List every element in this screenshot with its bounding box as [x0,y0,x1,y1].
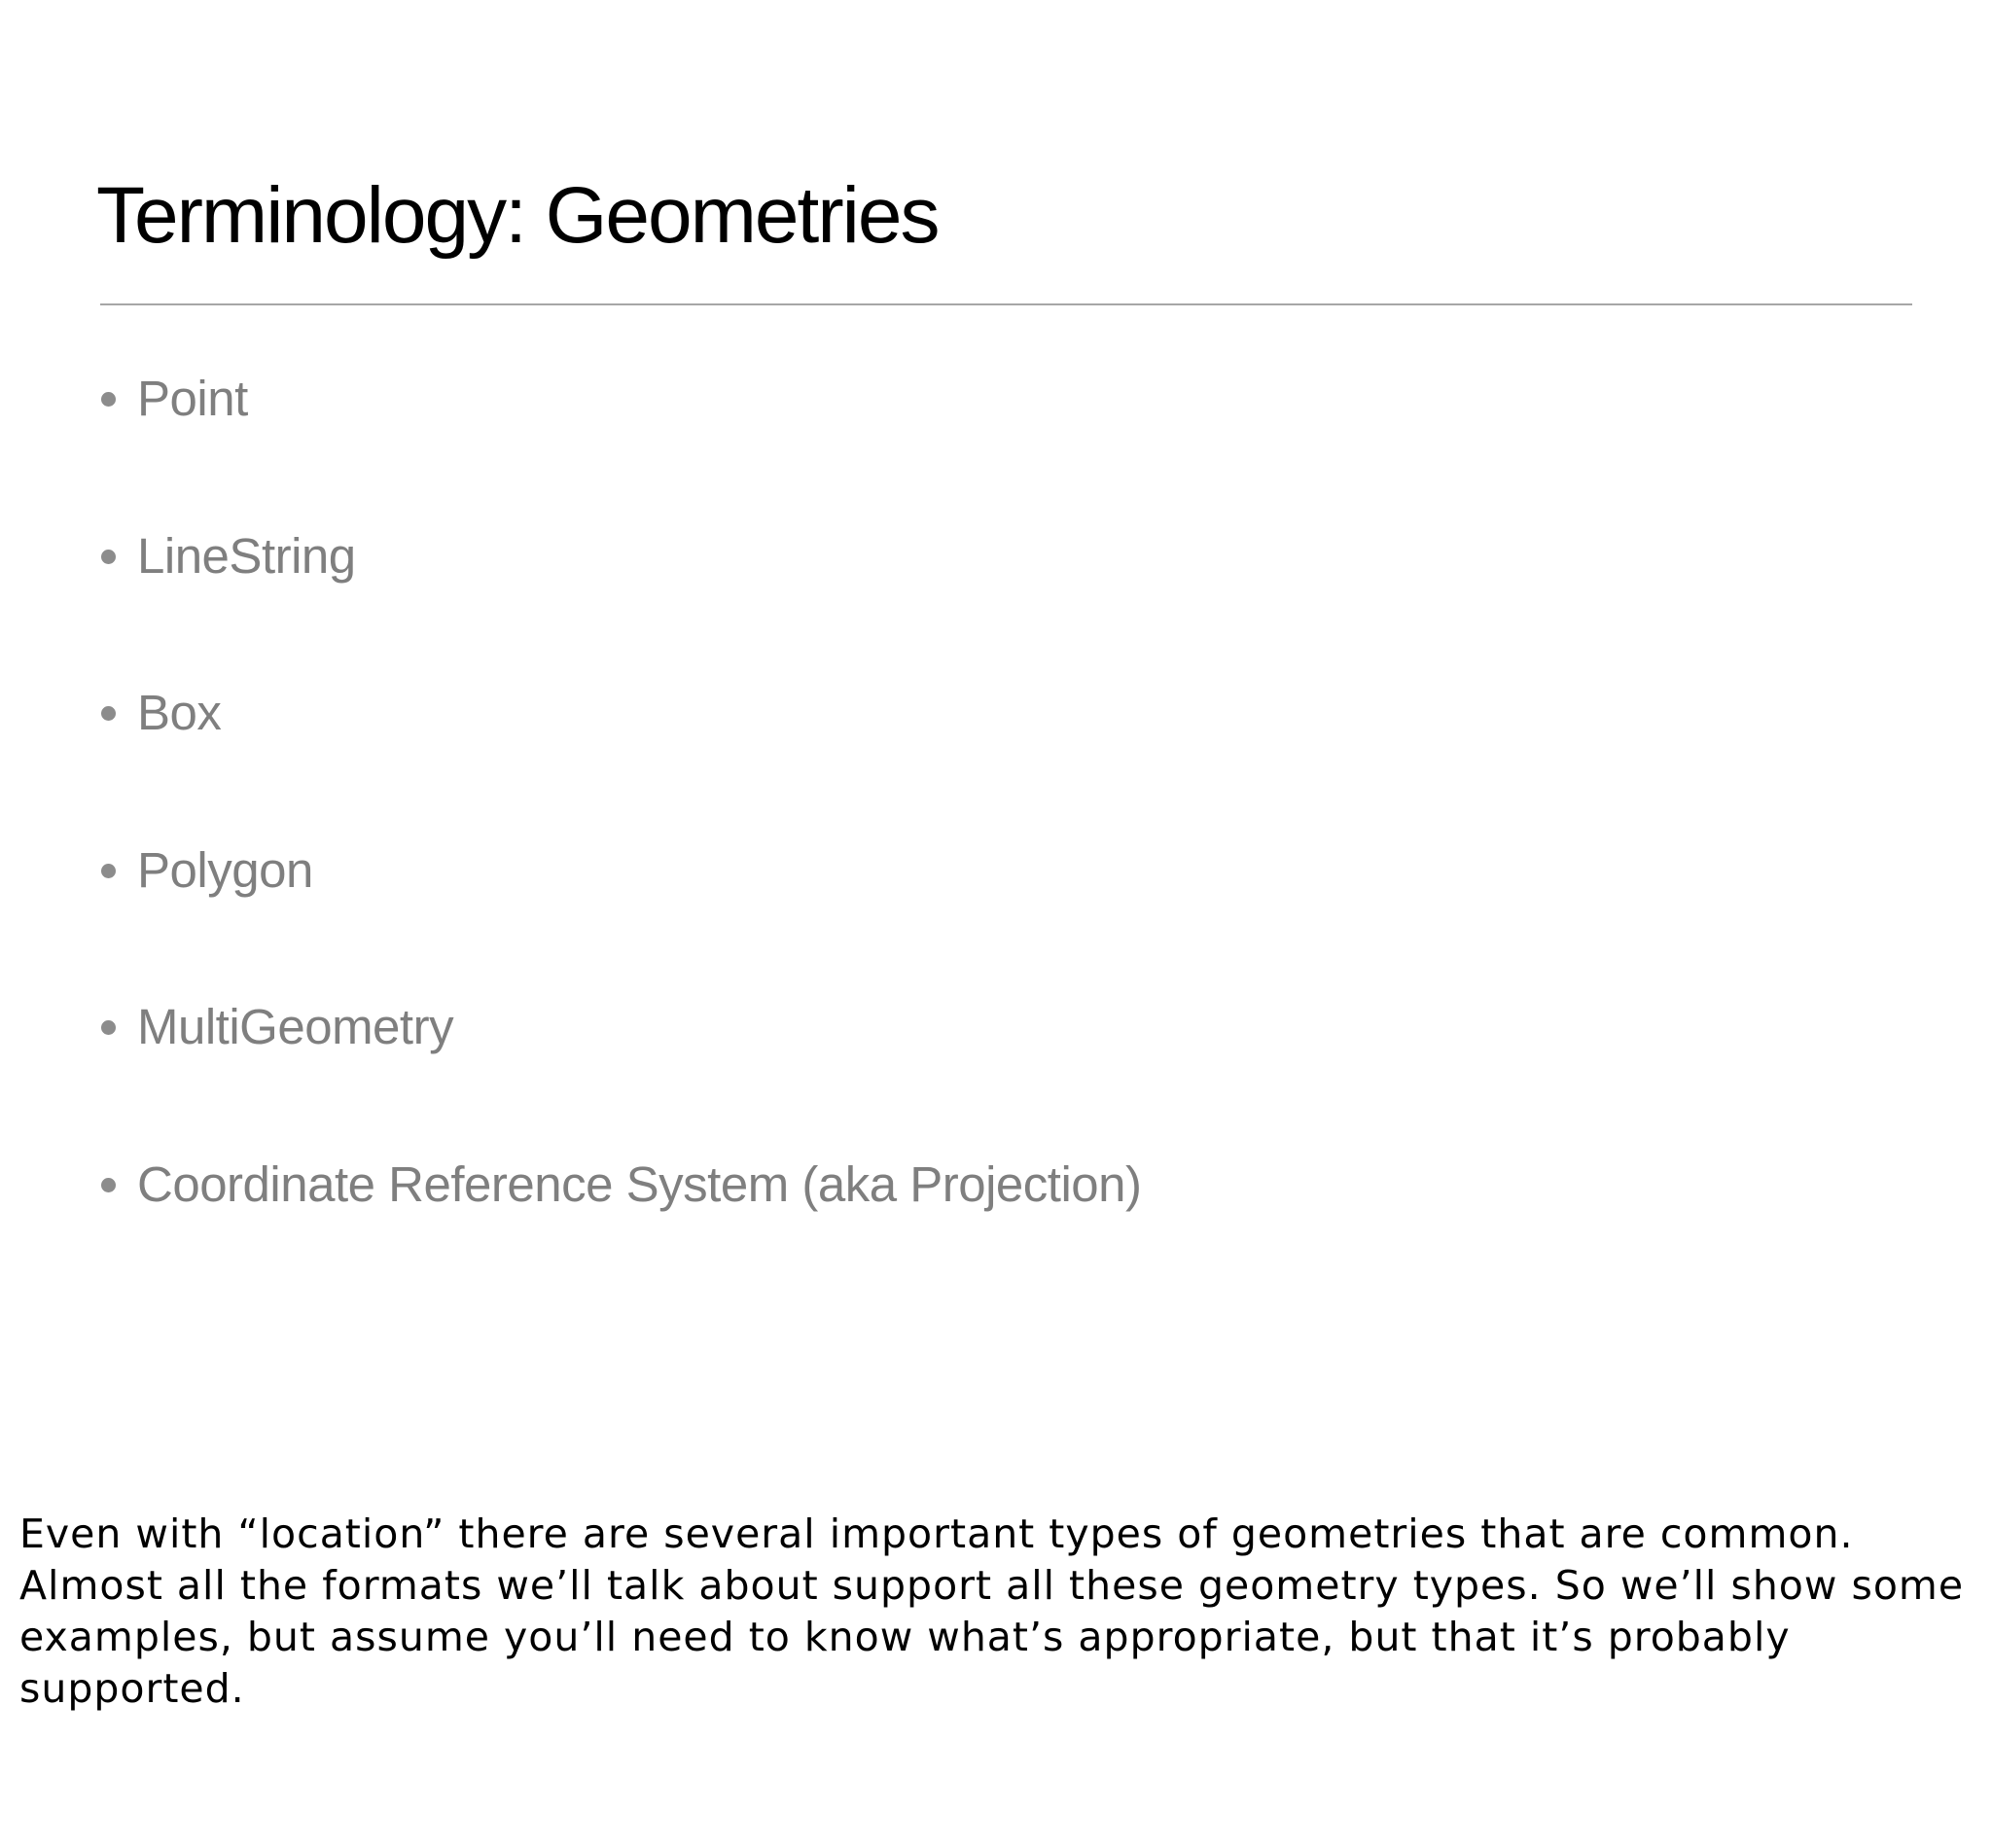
bullet-item-box [97,676,1142,834]
bullet-item-point [97,362,1142,519]
speaker-notes: Even with “location” there are several important types of geometries that are common. Almost all the formats we’ll talk about support all these geometry types. So we’ll show some examples, but assume you’ll need to know what’s appropriate, but that it’s probably supported. [19,1510,1965,1712]
bullet-text: Box [137,685,222,740]
bullet-dot-icon [101,706,116,721]
bullet-item-multigeometry [97,990,1142,1148]
bullet-text: MultiGeometry [137,999,454,1054]
bullet-dot-icon [101,550,116,564]
slide-title: Terminology: Geometries [96,171,939,260]
bullet-list [97,362,1142,1304]
bullet-item-crs [97,1148,1142,1305]
bullet-text: Point [137,371,248,426]
bullet-dot-icon [101,1020,116,1035]
bullet-dot-icon [101,392,116,407]
bullet-text: Coordinate Reference System (aka Projection) [137,1155,1142,1212]
bullet-dot-icon [101,864,116,878]
bullet-dot-icon [101,1178,116,1192]
bullet-text: LineString [137,527,356,584]
bullet-item-polygon [97,834,1142,991]
bullet-item-linestring [97,519,1142,677]
bullet-text: Polygon [137,841,313,898]
title-divider [100,303,1912,305]
